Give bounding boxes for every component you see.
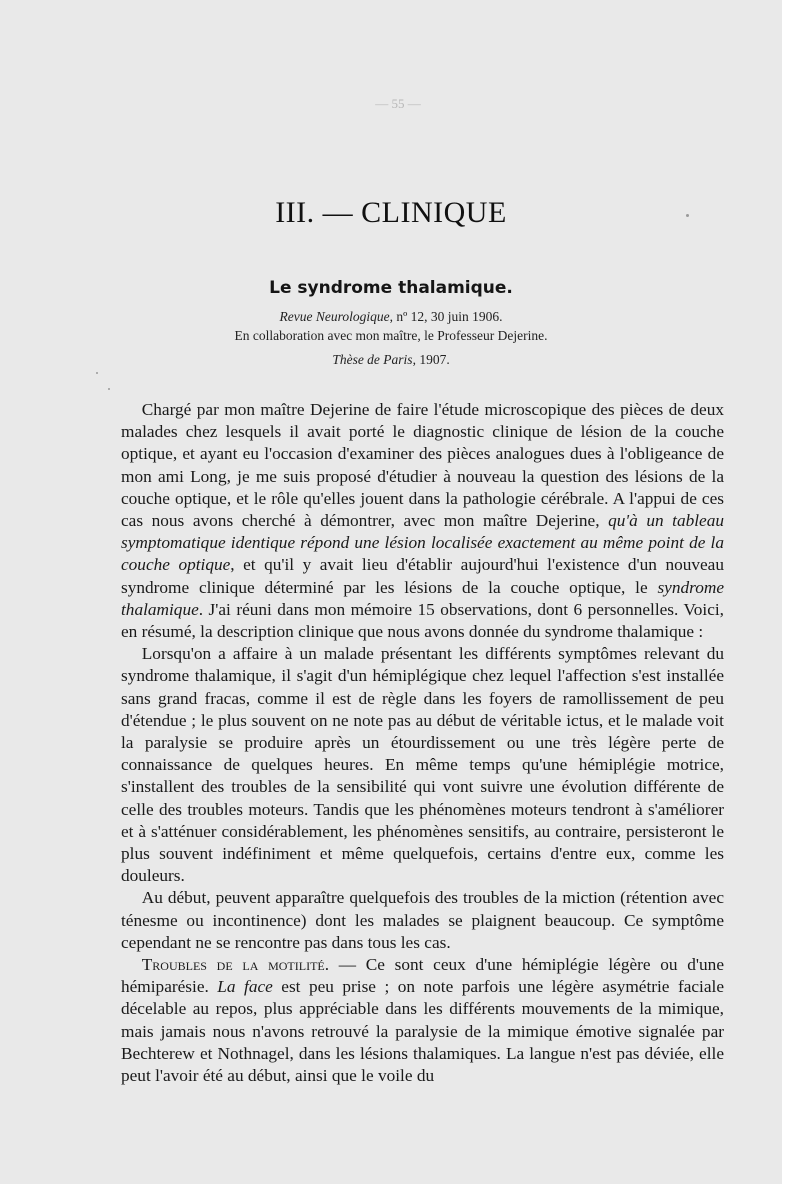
citation-journal-line — [0, 309, 782, 325]
paragraph-2: Lorsqu'on a affaire à un malade présentant les différents symptômes relevant du syndrome thalamique, il s'agit d'un hémiplégique chez lequel l'affection s'est installée sans grand fracas, comme il est de règle dans les foyers de ramollissement de peu d'étendue ; le plus souvent on ne note pas au début de véritable ictus, et le malade voit la paralysie se produire après un étourdissement ou une très légère perte de connaissance de quelques heures. En même temps qu'une hémiplégie motrice, s'installent des troubles de la sensibilité qui vont suivre une évolution différente de celle des troubles moteurs. Tandis que les phénomènes moteurs tendront à s'améliorer et à s'atténuer considérablement, les phénomènes sensitifs, au contraire, persisteront le plus souvent indéfiniment et même quelquefois, certains d'entre eux, comme les douleurs. — [121, 644, 724, 886]
page-number: — 55 — — [375, 96, 421, 111]
citation-journal-details: , nº 12, 30 juin 1906. — [389, 309, 503, 324]
paragraph-1-part-c: , et qu'il y avait lieu d'établir aujourd'hui l'existence d'un nouveau syndrome clinique déterminé par les lésions de la couche optique, le — [121, 555, 724, 597]
citation-thesis: Thèse de Paris — [332, 352, 413, 367]
paragraph-1 — [121, 399, 724, 643]
paragraph-4-part-a: — Ce sont ceux d'une hémiplégie légère ou d'une hémiparésie. — [121, 955, 724, 997]
citation-thesis-year: , 1907. — [412, 352, 450, 367]
page-margin — [782, 0, 800, 1184]
body-text — [121, 399, 724, 1087]
section-heading: III. — CLINIQUE — [275, 196, 507, 229]
citation-collaboration: En collaboration avec mon maître, le Professeur Dejerine. — [234, 328, 548, 343]
paragraph-4 — [121, 954, 724, 1087]
paragraph-1-emphasis-a: qu'à un tableau symptomatique identique répond une lésion localisée exactement au même point de la couche optique — [121, 511, 725, 575]
paragraph-3: Au début, peuvent apparaître quelquefois des troubles de la miction (rétention avec ténesme ou incontinence) dont les malades se plaignent beaucoup. Ce symptôme cependant ne se rencontre pas dans tous les cas. — [121, 888, 724, 952]
paragraph-1-part-a: Chargé par mon maître Dejerine de faire l'étude microscopique des pièces de deux malades chez lesquels il avait porté le diagnostic clinique de lésion de la couche optique, et ayant eu l'occasion d'examiner des pièces analogues dues à l'obligeance de mon ami Long, je me suis proposé d'étudier à nouveau la question des lésions de la couche optique, et le rôle qu'elles jouent dans la pathologie cérébrale. A l'appui de ces cas nous avons cherché à démontrer, avec mon maître Dejerine, — [121, 400, 724, 531]
paragraph-4-part-c: est peu prise ; on note parfois une légère asymétrie faciale décelable au repos, plus appréciable dans les différents mouvements de la mimique, mais jamais nous n'avons retrouvé la paralysie de la mimique émotive signalée par Bechterew et Nothnagel, dans les lésions thalamiques. La langue n'est pas déviée, elle peut l'avoir été au début, ainsi que le voile du — [121, 977, 724, 1086]
paragraph-4-heading: Troubles de la motilité. — [141, 955, 330, 975]
article-title: Le syndrome thalamique. — [269, 278, 513, 298]
paragraph-4-emphasis: La face — [217, 977, 273, 997]
paragraph-1-part-e: . J'ai réuni dans mon mémoire 15 observations, dont 6 personnelles. Voici, en résumé, la description clinique que nous avons donnée du syndrome thalamique : — [121, 599, 724, 642]
citation-thesis-line — [0, 352, 782, 368]
paragraph-1-emphasis-b: syndrome thalamique — [121, 577, 724, 619]
citation-journal: Revue Neurologique — [279, 309, 390, 324]
